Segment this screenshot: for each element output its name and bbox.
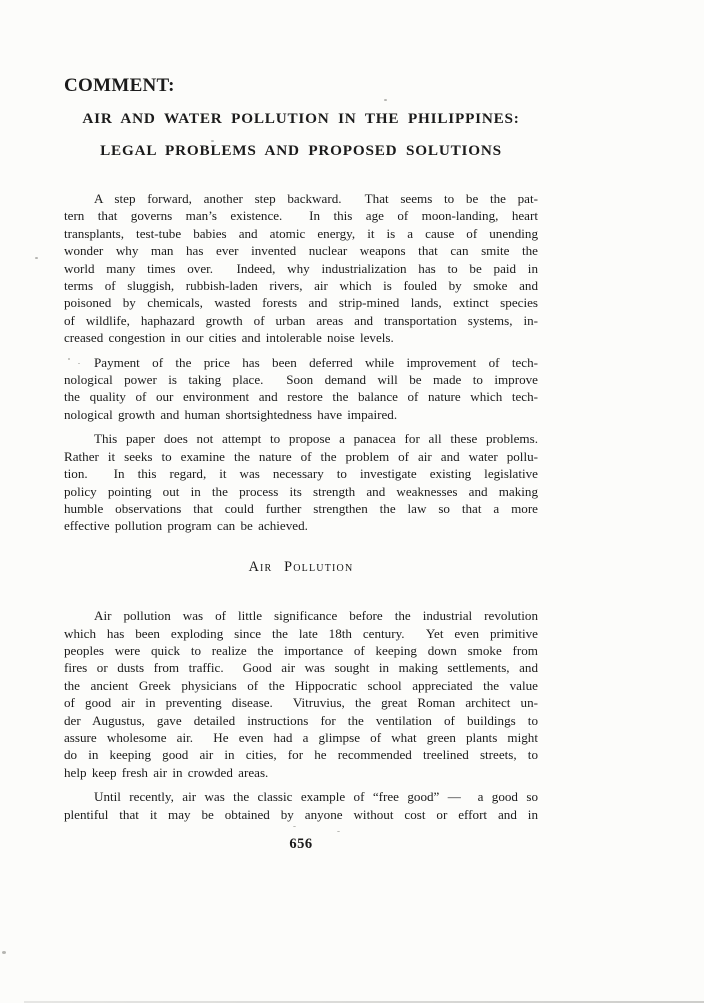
text-line: fires or dusts from traffic. Good air was sought in making settlements, and xyxy=(64,660,538,676)
text-line: peoples were quick to realize the importance of keeping down smoke from xyxy=(64,642,538,658)
text-line: effective pollution program can be achieved. xyxy=(64,518,308,534)
text-line: This paper does not attempt to propose a panacea for all these problems. xyxy=(94,431,538,447)
scan-artifact xyxy=(293,826,296,827)
paragraph xyxy=(64,607,538,781)
text-line: humble observations that could further strengthen the law so that a more xyxy=(64,500,538,516)
text-line: nological power is taking place. Soon demand will be made to improve xyxy=(64,372,538,388)
paragraph xyxy=(64,430,538,534)
page-content xyxy=(64,190,538,823)
text-line: help keep fresh air in crowded areas. xyxy=(64,764,269,780)
text-line: assure wholesome air. He even had a glimpse of what green plants might xyxy=(64,729,538,745)
scan-artifact xyxy=(35,257,38,259)
text-line: plentiful that it may be obtained by anyone without cost or effort and in xyxy=(64,806,538,822)
scan-artifact xyxy=(211,140,214,142)
text-column xyxy=(64,74,538,853)
text-line: of wildlife, haphazard growth of urban areas and transportation systems, in- xyxy=(64,312,538,328)
text-line: wonder why man has ever invented nuclear weapons that can smite the xyxy=(64,243,538,259)
article-title-line-1: AIR AND WATER POLLUTION IN THE PHILIPPINES: xyxy=(82,110,520,127)
comment-kicker: COMMENT: xyxy=(64,75,175,96)
paragraph xyxy=(64,788,538,823)
text-line: Rather it seeks to examine the nature of the problem of air and water pollu- xyxy=(64,448,538,464)
text-line: tern that governs man’s existence. In this age of moon-landing, heart xyxy=(64,208,538,224)
text-line: the quality of our environment and restore the balance of nature which tech- xyxy=(64,389,538,405)
scan-artifact xyxy=(68,358,70,360)
article-title-line-2: LEGAL PROBLEMS AND PROPOSED SOLUTIONS xyxy=(100,142,502,159)
section-heading: Air Pollution xyxy=(248,558,354,575)
text-line: terms of sluggish, rubbish-laden rivers, air which is fouled by smoke and xyxy=(64,278,538,294)
text-line: A step forward, another step backward. That seems to be the pat- xyxy=(94,191,538,206)
scan-artifact xyxy=(2,951,6,954)
text-line: world many times over. Indeed, why industrialization has to be paid in xyxy=(64,260,538,276)
scan-artifact xyxy=(78,363,80,364)
scan-artifact xyxy=(337,831,340,832)
text-line: Air pollution was of little significance before the industrial revolution xyxy=(94,608,538,624)
text-line: Payment of the price has been deferred while improvement of tech- xyxy=(94,354,538,370)
scan-artifact xyxy=(384,99,387,101)
text-line: nological growth and human shortsightedness have impaired. xyxy=(64,406,398,422)
paragraph xyxy=(64,354,538,424)
text-line: creased congestion in our cities and intolerable noise levels. xyxy=(64,330,394,346)
text-line: poisoned by chemicals, wasted forests and strip-mined lands, extinct species xyxy=(64,295,538,311)
text-line: the ancient Greek physicians of the Hippocratic school appreciated the value xyxy=(64,677,538,693)
text-line: tion. In this regard, it was necessary to investigate existing legislative xyxy=(64,466,538,482)
text-line: of good air in preventing disease. Vitruvius, the great Roman architect un- xyxy=(64,695,538,711)
paragraph xyxy=(64,190,538,347)
text-line: Until recently, air was the classic example of “free good” — a good so xyxy=(94,789,538,805)
text-line: which has been exploding since the late 18th century. Yet even primitive xyxy=(64,625,538,641)
text-line: transplants, test-tube babies and atomic energy, it is a cause of unending xyxy=(64,225,538,241)
text-line: policy pointing out in the process its strength and weaknesses and making xyxy=(64,483,538,499)
text-line: der Augustus, gave detailed instructions for the ventilation of buildings to xyxy=(64,712,538,728)
text-line: do in keeping good air in cities, for he recommended treelined streets, to xyxy=(64,747,538,763)
page-number: 656 xyxy=(289,836,313,852)
